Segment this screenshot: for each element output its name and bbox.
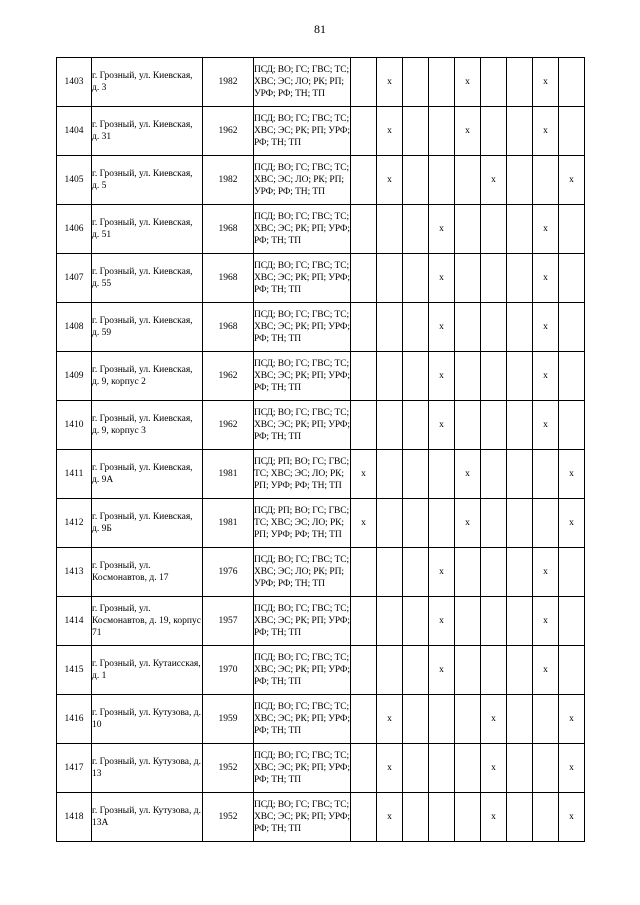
year-cell: 1976 (203, 548, 254, 597)
mark-cell: x (429, 646, 455, 695)
works-list-cell: ПСД; ВО; ГС; ГВС; ТС; ХВС; ЭС; РК; РП; УРФ; РФ; ТН; ТП (254, 597, 351, 646)
address-cell: г. Грозный, ул. Киевская, д. 3 (92, 58, 203, 107)
mark-cell (455, 548, 481, 597)
row-number-cell: 1404 (57, 107, 92, 156)
year-cell: 1970 (203, 646, 254, 695)
mark-cell: x (377, 695, 403, 744)
mark-cell (455, 401, 481, 450)
row-number-cell: 1408 (57, 303, 92, 352)
row-number-cell: 1409 (57, 352, 92, 401)
works-list-cell: ПСД; РП; ВО; ГС; ГВС; ТС; ХВС; ЭС; ЛО; РК; РП; УРФ; РФ; ТН; ТП (254, 499, 351, 548)
mark-cell (377, 499, 403, 548)
year-cell: 1982 (203, 58, 254, 107)
address-cell: г. Грозный, ул. Киевская, д. 59 (92, 303, 203, 352)
address-cell: г. Грозный, ул. Киевская, д. 9, корпус 3 (92, 401, 203, 450)
mark-cell: x (559, 793, 585, 842)
table-row (57, 303, 585, 352)
mark-cell (403, 450, 429, 499)
mark-cell: x (455, 107, 481, 156)
mark-cell: x (533, 548, 559, 597)
mark-cell (481, 303, 507, 352)
year-cell: 1957 (203, 597, 254, 646)
mark-cell (403, 352, 429, 401)
address-cell: г. Грозный, ул. Киевская, д. 5 (92, 156, 203, 205)
mark-cell (533, 156, 559, 205)
mark-cell (351, 597, 377, 646)
mark-cell (559, 352, 585, 401)
mark-cell (455, 744, 481, 793)
mark-cell (351, 303, 377, 352)
mark-cell (351, 107, 377, 156)
mark-cell: x (377, 107, 403, 156)
mark-cell: x (533, 646, 559, 695)
address-cell: г. Грозный, ул. Кутузова, д. 13А (92, 793, 203, 842)
mark-cell (559, 58, 585, 107)
address-cell: г. Грозный, ул. Кутузова, д. 10 (92, 695, 203, 744)
mark-cell (481, 401, 507, 450)
table-body (57, 58, 585, 842)
row-number-cell: 1406 (57, 205, 92, 254)
mark-cell (377, 205, 403, 254)
mark-cell (429, 450, 455, 499)
mark-cell (455, 352, 481, 401)
mark-cell (507, 499, 533, 548)
mark-cell: x (429, 254, 455, 303)
mark-cell: x (533, 107, 559, 156)
year-cell: 1981 (203, 450, 254, 499)
works-list-cell: ПСД; ВО; ГС; ГВС; ТС; ХВС; ЭС; РК; РП; УРФ; РФ; ТН; ТП (254, 352, 351, 401)
mark-cell: x (533, 205, 559, 254)
mark-cell (481, 107, 507, 156)
mark-cell (403, 744, 429, 793)
mark-cell (481, 548, 507, 597)
mark-cell: x (377, 744, 403, 793)
mark-cell (507, 401, 533, 450)
address-cell: г. Грозный, ул. Кутузова, д. 13 (92, 744, 203, 793)
mark-cell: x (559, 450, 585, 499)
table-row (57, 597, 585, 646)
row-number-cell: 1410 (57, 401, 92, 450)
row-number-cell: 1405 (57, 156, 92, 205)
mark-cell (481, 597, 507, 646)
mark-cell (507, 205, 533, 254)
mark-cell: x (377, 793, 403, 842)
address-cell: г. Грозный, ул. Киевская, д. 9, корпус 2 (92, 352, 203, 401)
mark-cell (559, 205, 585, 254)
mark-cell (377, 597, 403, 646)
mark-cell (377, 401, 403, 450)
mark-cell (455, 695, 481, 744)
year-cell: 1959 (203, 695, 254, 744)
table-row (57, 58, 585, 107)
mark-cell (351, 205, 377, 254)
mark-cell: x (533, 401, 559, 450)
mark-cell (403, 205, 429, 254)
mark-cell (455, 156, 481, 205)
mark-cell (507, 107, 533, 156)
mark-cell: x (429, 548, 455, 597)
mark-cell (351, 548, 377, 597)
mark-cell: x (533, 352, 559, 401)
address-cell: г. Грозный, ул. Космонавтов, д. 19, корпус 71 (92, 597, 203, 646)
mark-cell (455, 303, 481, 352)
row-number-cell: 1414 (57, 597, 92, 646)
mark-cell (559, 548, 585, 597)
mark-cell (455, 597, 481, 646)
mark-cell (429, 793, 455, 842)
mark-cell (377, 303, 403, 352)
mark-cell: x (429, 303, 455, 352)
works-list-cell: ПСД; РП; ВО; ГС; ГВС; ТС; ХВС; ЭС; ЛО; РК; РП; УРФ; РФ; ТН; ТП (254, 450, 351, 499)
mark-cell: x (533, 597, 559, 646)
mark-cell (351, 646, 377, 695)
mark-cell (403, 254, 429, 303)
mark-cell: x (377, 58, 403, 107)
works-list-cell: ПСД; ВО; ГС; ГВС; ТС; ХВС; ЭС; ЛО; РК; РП; УРФ; РФ; ТН; ТП (254, 156, 351, 205)
mark-cell: x (351, 450, 377, 499)
table-row (57, 352, 585, 401)
mark-cell (351, 156, 377, 205)
mark-cell (481, 254, 507, 303)
mark-cell (559, 646, 585, 695)
mark-cell (351, 352, 377, 401)
mark-cell (507, 156, 533, 205)
mark-cell: x (481, 695, 507, 744)
row-number-cell: 1411 (57, 450, 92, 499)
mark-cell (351, 744, 377, 793)
mark-cell (507, 58, 533, 107)
address-cell: г. Грозный, ул. Космонавтов, д. 17 (92, 548, 203, 597)
mark-cell (481, 450, 507, 499)
address-cell: г. Грозный, ул. Кутаисская, д. 1 (92, 646, 203, 695)
table-row (57, 499, 585, 548)
year-cell: 1962 (203, 352, 254, 401)
mark-cell (559, 303, 585, 352)
mark-cell (429, 499, 455, 548)
mark-cell (533, 744, 559, 793)
mark-cell (377, 646, 403, 695)
row-number-cell: 1407 (57, 254, 92, 303)
mark-cell (559, 401, 585, 450)
mark-cell (403, 303, 429, 352)
mark-cell (533, 450, 559, 499)
mark-cell (351, 254, 377, 303)
mark-cell (403, 107, 429, 156)
mark-cell (403, 401, 429, 450)
mark-cell (507, 793, 533, 842)
mark-cell (429, 107, 455, 156)
table-row (57, 744, 585, 793)
mark-cell (455, 254, 481, 303)
year-cell: 1968 (203, 205, 254, 254)
table-row (57, 793, 585, 842)
mark-cell (351, 793, 377, 842)
mark-cell (351, 58, 377, 107)
mark-cell (377, 254, 403, 303)
mark-cell (403, 156, 429, 205)
mark-cell: x (429, 205, 455, 254)
page-number: 81 (314, 22, 326, 36)
year-cell: 1952 (203, 793, 254, 842)
year-cell: 1981 (203, 499, 254, 548)
table-row (57, 107, 585, 156)
year-cell: 1968 (203, 303, 254, 352)
mark-cell (351, 401, 377, 450)
mark-cell (481, 205, 507, 254)
mark-cell (377, 352, 403, 401)
mark-cell (481, 58, 507, 107)
row-number-cell: 1415 (57, 646, 92, 695)
table-row (57, 646, 585, 695)
works-list-cell: ПСД; ВО; ГС; ГВС; ТС; ХВС; ЭС; РК; РП; УРФ; РФ; ТН; ТП (254, 695, 351, 744)
mark-cell (403, 597, 429, 646)
mark-cell (559, 107, 585, 156)
mark-cell: x (455, 58, 481, 107)
mark-cell (559, 597, 585, 646)
mark-cell: x (429, 352, 455, 401)
table-row (57, 254, 585, 303)
mark-cell (403, 548, 429, 597)
table-row (57, 156, 585, 205)
mark-cell: x (455, 499, 481, 548)
mark-cell (403, 646, 429, 695)
mark-cell (533, 695, 559, 744)
mark-cell: x (429, 401, 455, 450)
mark-cell (403, 695, 429, 744)
mark-cell: x (559, 695, 585, 744)
mark-cell (507, 695, 533, 744)
mark-cell (455, 646, 481, 695)
works-list-cell: ПСД; ВО; ГС; ГВС; ТС; ХВС; ЭС; ЛО; РК; РП; УРФ; РФ; ТН; ТП (254, 58, 351, 107)
row-number-cell: 1417 (57, 744, 92, 793)
mark-cell: x (533, 58, 559, 107)
year-cell: 1982 (203, 156, 254, 205)
mark-cell (507, 450, 533, 499)
row-number-cell: 1418 (57, 793, 92, 842)
mark-cell: x (481, 156, 507, 205)
works-list-cell: ПСД; ВО; ГС; ГВС; ТС; ХВС; ЭС; РК; РП; УРФ; РФ; ТН; ТП (254, 744, 351, 793)
table-row (57, 401, 585, 450)
works-list-cell: ПСД; ВО; ГС; ГВС; ТС; ХВС; ЭС; РК; РП; УРФ; РФ; ТН; ТП (254, 254, 351, 303)
address-cell: г. Грозный, ул. Киевская, д. 9А (92, 450, 203, 499)
address-cell: г. Грозный, ул. Киевская, д. 55 (92, 254, 203, 303)
table-row (57, 450, 585, 499)
table-row (57, 548, 585, 597)
year-cell: 1968 (203, 254, 254, 303)
works-list-cell: ПСД; ВО; ГС; ГВС; ТС; ХВС; ЭС; РК; РП; УРФ; РФ; ТН; ТП (254, 793, 351, 842)
mark-cell (403, 499, 429, 548)
mark-cell (507, 597, 533, 646)
mark-cell (481, 352, 507, 401)
mark-cell: x (481, 744, 507, 793)
mark-cell (429, 156, 455, 205)
table-row (57, 205, 585, 254)
mark-cell (507, 548, 533, 597)
mark-cell: x (377, 156, 403, 205)
mark-cell (455, 793, 481, 842)
mark-cell (429, 744, 455, 793)
works-list-cell: ПСД; ВО; ГС; ГВС; ТС; ХВС; ЭС; РК; РП; УРФ; РФ; ТН; ТП (254, 303, 351, 352)
works-list-cell: ПСД; ВО; ГС; ГВС; ТС; ХВС; ЭС; РК; РП; УРФ; РФ; ТН; ТП (254, 205, 351, 254)
mark-cell (507, 744, 533, 793)
mark-cell (507, 646, 533, 695)
year-cell: 1952 (203, 744, 254, 793)
mark-cell: x (559, 499, 585, 548)
address-cell: г. Грозный, ул. Киевская, д. 31 (92, 107, 203, 156)
mark-cell (377, 548, 403, 597)
row-number-cell: 1403 (57, 58, 92, 107)
mark-cell: x (559, 744, 585, 793)
mark-cell: x (455, 450, 481, 499)
year-cell: 1962 (203, 401, 254, 450)
works-list-cell: ПСД; ВО; ГС; ГВС; ТС; ХВС; ЭС; РК; РП; УРФ; РФ; ТН; ТП (254, 401, 351, 450)
mark-cell (507, 303, 533, 352)
mark-cell (429, 695, 455, 744)
row-number-cell: 1412 (57, 499, 92, 548)
mark-cell (351, 695, 377, 744)
mark-cell (559, 254, 585, 303)
mark-cell: x (559, 156, 585, 205)
mark-cell (429, 58, 455, 107)
address-cell: г. Грозный, ул. Киевская, д. 9Б (92, 499, 203, 548)
housing-works-table (56, 57, 585, 842)
row-number-cell: 1413 (57, 548, 92, 597)
year-cell: 1962 (203, 107, 254, 156)
mark-cell (377, 450, 403, 499)
mark-cell (481, 499, 507, 548)
works-list-cell: ПСД; ВО; ГС; ГВС; ТС; ХВС; ЭС; РК; РП; УРФ; РФ; ТН; ТП (254, 646, 351, 695)
mark-cell (533, 499, 559, 548)
works-list-cell: ПСД; ВО; ГС; ГВС; ТС; ХВС; ЭС; РК; РП; УРФ; РФ; ТН; ТП (254, 107, 351, 156)
mark-cell: x (429, 597, 455, 646)
mark-cell (403, 58, 429, 107)
mark-cell (533, 793, 559, 842)
works-list-cell: ПСД; ВО; ГС; ГВС; ТС; ХВС; ЭС; ЛО; РК; РП; УРФ; РФ; ТН; ТП (254, 548, 351, 597)
mark-cell: x (481, 793, 507, 842)
row-number-cell: 1416 (57, 695, 92, 744)
mark-cell: x (533, 254, 559, 303)
address-cell: г. Грозный, ул. Киевская, д. 51 (92, 205, 203, 254)
mark-cell: x (533, 303, 559, 352)
mark-cell (455, 205, 481, 254)
table-row (57, 695, 585, 744)
mark-cell (403, 793, 429, 842)
mark-cell: x (351, 499, 377, 548)
mark-cell (481, 646, 507, 695)
mark-cell (507, 254, 533, 303)
mark-cell (507, 352, 533, 401)
